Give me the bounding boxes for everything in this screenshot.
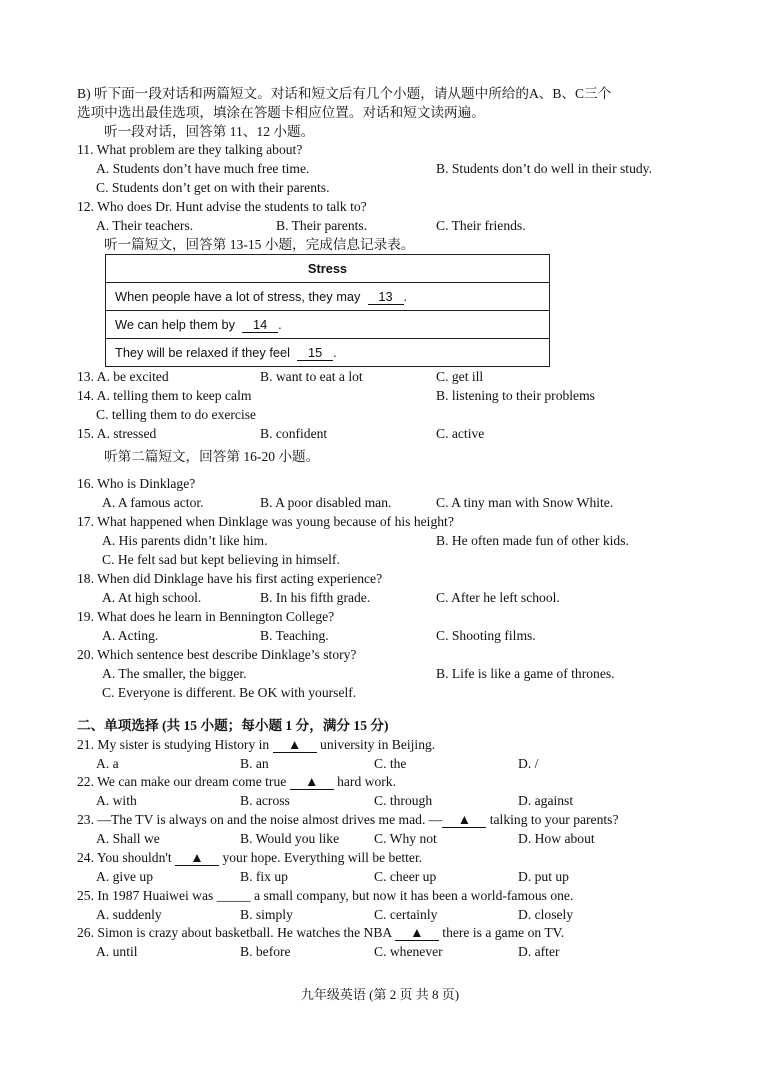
q13-option-b: B. want to eat a lot xyxy=(260,369,363,384)
stress-table xyxy=(105,254,550,367)
q12-stem: 12. Who does Dr. Hunt advise the students to talk to? xyxy=(77,199,367,214)
q22-blank[interactable]: ▲ xyxy=(290,775,334,790)
q15-option-a: 15. A. stressed xyxy=(77,426,157,441)
stress-row-13-text: When people have a lot of stress, they may xyxy=(115,288,361,304)
q21-blank[interactable]: ▲ xyxy=(273,738,317,753)
q11-option-a: A. Students don’t have much free time. xyxy=(96,161,310,176)
page-footer: 九年级英语 (第 2 页 共 8 页) xyxy=(300,987,460,1002)
q23-blank[interactable]: ▲ xyxy=(442,813,486,828)
q16-option-b: B. A poor disabled man. xyxy=(260,495,392,510)
q24-option-d: D. put up xyxy=(518,869,569,884)
q20-option-b: B. Life is like a game of thrones. xyxy=(436,666,615,681)
q25-stem xyxy=(77,886,573,905)
q22-option-d: D. against xyxy=(518,793,574,808)
q13-option-c: C. get ill xyxy=(436,369,484,384)
q12-option-a: A. Their teachers. xyxy=(96,218,194,233)
q16-option-a: A. A famous actor. xyxy=(102,495,204,510)
q17-option-c: C. He felt sad but kept believing in himself. xyxy=(102,552,340,567)
answer-blank-14[interactable]: 14 xyxy=(242,318,278,333)
q17-option-b: B. He often made fun of other kids. xyxy=(436,533,629,548)
q24-option-c: C. cheer up xyxy=(374,869,437,884)
q18-option-c: C. After he left school. xyxy=(436,590,560,605)
q24-blank[interactable]: ▲ xyxy=(175,851,219,866)
q26-stem xyxy=(77,923,564,942)
q11-stem: 11. What problem are they talking about? xyxy=(77,142,303,157)
q15-option-c: C. active xyxy=(436,426,485,441)
q18-stem: 18. When did Dinklage have his first acting experience? xyxy=(77,571,383,586)
q19-option-c: C. Shooting films. xyxy=(436,628,536,643)
q22-option-b: B. across xyxy=(240,793,290,808)
stress-table-title: Stress xyxy=(106,255,550,283)
stress-row-14-text: We can help them by xyxy=(115,316,235,332)
section-b-intro-line2: 选项中选出最佳选项，填涂在答题卡相应位置。对话和短文读两遍。 xyxy=(77,105,485,120)
q11-option-b: B. Students don’t do well in their study. xyxy=(436,161,652,176)
q16-stem: 16. Who is Dinklage? xyxy=(77,476,196,491)
q26-option-b: B. before xyxy=(240,944,291,959)
q14-option-a: 14. A. telling them to keep calm xyxy=(77,388,252,403)
q16-option-c: C. A tiny man with Snow White. xyxy=(436,495,614,510)
stress-row-15-text: They will be relaxed if they feel xyxy=(115,344,290,360)
q21-stem xyxy=(77,735,435,754)
q21-option-b: B. an xyxy=(240,756,269,771)
section2-heading: 二、单项选择 (共 15 小题；每小题 1 分，满分 15 分) xyxy=(77,718,389,733)
q12-option-b: B. Their parents. xyxy=(276,218,368,233)
q15-option-b: B. confident xyxy=(260,426,328,441)
answer-blank-15[interactable]: 15 xyxy=(297,346,333,361)
q17-option-a: A. His parents didn’t like him. xyxy=(102,533,268,548)
q14-option-c: C. telling them to do exercise xyxy=(96,407,257,422)
q22-option-a: A. with xyxy=(96,793,137,808)
passage2-intro: 听第二篇短文，回答第 16-20 小题。 xyxy=(104,449,320,464)
q26-blank[interactable]: ▲ xyxy=(395,926,439,941)
q25-blank[interactable]: _____ xyxy=(216,888,251,903)
q25-option-c: C. certainly xyxy=(374,907,438,922)
q24-stem-post: your hope. Everything will be better. xyxy=(222,850,423,865)
q22-option-c: C. through xyxy=(374,793,433,808)
q21-stem-post: university in Beijing. xyxy=(320,737,436,752)
q25-option-a: A. suddenly xyxy=(96,907,162,922)
q11-option-c: C. Students don’t get on with their parents. xyxy=(96,180,330,195)
q21-option-d: D. / xyxy=(518,756,539,771)
q25-stem-post: a small company, but now it has been a world-famous one. xyxy=(254,888,574,903)
q23-stem-post: talking to your parents? xyxy=(489,812,619,827)
q17-stem: 17. What happened when Dinklage was young because of his height? xyxy=(77,514,454,529)
q20-option-a: A. The smaller, the bigger. xyxy=(102,666,247,681)
stress-row-14 xyxy=(106,311,550,339)
q14-option-b: B. listening to their problems xyxy=(436,388,595,403)
stress-row-14-end: . xyxy=(278,316,282,332)
q13-option-a: 13. A. be excited xyxy=(77,369,169,384)
q25-stem-pre: 25. In 1987 Huaiwei was xyxy=(77,888,214,903)
q19-option-b: B. Teaching. xyxy=(260,628,329,643)
q23-option-d: D. How about xyxy=(518,831,595,846)
q26-option-c: C. whenever xyxy=(374,944,443,959)
stress-row-13-end: . xyxy=(403,288,408,304)
q26-option-d: D. after xyxy=(518,944,560,959)
stress-row-15-end: . xyxy=(333,344,337,360)
q23-option-c: C. Why not xyxy=(374,831,437,846)
q23-option-a: A. Shall we xyxy=(96,831,160,846)
q24-option-b: B. fix up xyxy=(240,869,288,884)
q18-option-b: B. In his fifth grade. xyxy=(260,590,371,605)
q18-option-a: A. At high school. xyxy=(102,590,202,605)
q22-stem-post: hard work. xyxy=(337,774,396,789)
q21-option-a: A. a xyxy=(96,756,119,771)
q20-option-c: C. Everyone is different. Be OK with yourself. xyxy=(102,685,357,700)
stress-row-15 xyxy=(106,339,550,367)
q19-stem: 19. What does he learn in Bennington College? xyxy=(77,609,335,624)
answer-blank-13[interactable]: 13 xyxy=(368,290,404,305)
q20-stem: 20. Which sentence best describe Dinklage’s story? xyxy=(77,647,357,662)
q21-stem-pre: 21. My sister is studying History in xyxy=(77,737,270,752)
q25-option-b: B. simply xyxy=(240,907,293,922)
q23-stem xyxy=(77,810,618,829)
passage1-intro: 听一篇短文，回答第 13-15 小题，完成信息记录表。 xyxy=(104,237,415,252)
q21-option-c: C. the xyxy=(374,756,407,771)
q22-stem-pre: 22. We can make our dream come true xyxy=(77,774,287,789)
q25-option-d: D. closely xyxy=(518,907,574,922)
q23-stem-pre: 23. —The TV is always on and the noise almost drives me mad. — xyxy=(77,812,443,827)
q19-option-a: A. Acting. xyxy=(102,628,159,643)
q26-stem-post: there is a game on TV. xyxy=(442,925,565,940)
q23-option-b: B. Would you like xyxy=(240,831,340,846)
q24-option-a: A. give up xyxy=(96,869,154,884)
q24-stem-pre: 24. You shouldn't xyxy=(77,850,172,865)
q24-stem xyxy=(77,848,422,867)
section-b-intro-line1: B) 听下面一段对话和两篇短文。对话和短文后有几个小题，请从题中所给的A、B、C三个 xyxy=(77,86,612,101)
stress-row-13 xyxy=(106,283,550,311)
q26-option-a: A. until xyxy=(96,944,138,959)
q26-stem-pre: 26. Simon is crazy about basketball. He watches the NBA xyxy=(77,925,392,940)
q22-stem xyxy=(77,772,396,791)
dialogue-intro: 听一段对话，回答第 11、12 小题。 xyxy=(104,124,315,139)
q12-option-c: C. Their friends. xyxy=(436,218,526,233)
